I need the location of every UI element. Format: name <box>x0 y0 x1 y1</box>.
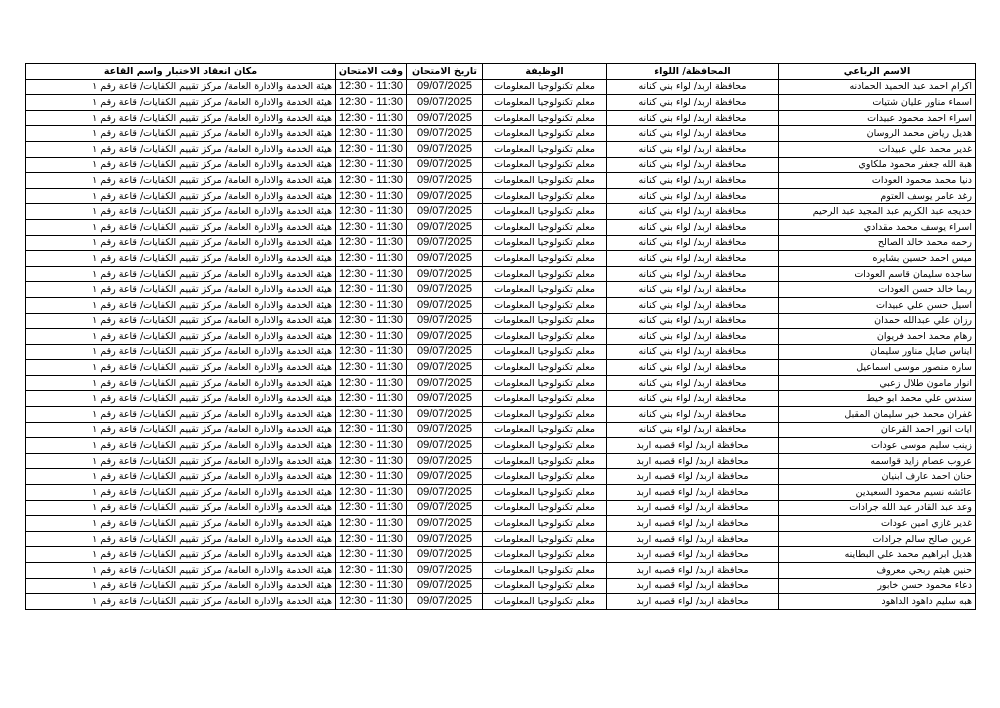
cell-job: معلم تكنولوجيا المعلومات <box>483 235 607 251</box>
cell-date: 09/07/2025 <box>407 360 483 376</box>
cell-governorate: محافظة اربد/ لواء قصبه اربد <box>607 500 779 516</box>
cell-date: 09/07/2025 <box>407 79 483 95</box>
table-row <box>26 219 976 235</box>
cell-governorate: محافظة اربد/ لواء بني كنانه <box>607 297 779 313</box>
cell-place: هيئة الخدمة والادارة العامة/ مركز تقييم الكفايات/ قاعة رقم ١ <box>26 141 336 157</box>
cell-governorate: محافظة اربد/ لواء بني كنانه <box>607 375 779 391</box>
cell-governorate: محافظة اربد/ لواء قصبه اربد <box>607 563 779 579</box>
cell-name: رهام محمد احمد فريوان <box>779 329 976 345</box>
cell-time: 11:30 - 12:30 <box>336 266 407 282</box>
cell-place: هيئة الخدمة والادارة العامة/ مركز تقييم الكفايات/ قاعة رقم ١ <box>26 516 336 532</box>
cell-date: 09/07/2025 <box>407 563 483 579</box>
cell-date: 09/07/2025 <box>407 594 483 610</box>
cell-governorate: محافظة اربد/ لواء بني كنانه <box>607 188 779 204</box>
cell-governorate: محافظة اربد/ لواء بني كنانه <box>607 126 779 142</box>
cell-time: 11:30 - 12:30 <box>336 329 407 345</box>
table-row <box>26 360 976 376</box>
table-row <box>26 110 976 126</box>
cell-place: هيئة الخدمة والادارة العامة/ مركز تقييم الكفايات/ قاعة رقم ١ <box>26 297 336 313</box>
cell-governorate: محافظة اربد/ لواء بني كنانه <box>607 110 779 126</box>
cell-date: 09/07/2025 <box>407 110 483 126</box>
table-row <box>26 204 976 220</box>
cell-governorate: محافظة اربد/ لواء بني كنانه <box>607 266 779 282</box>
cell-place: هيئة الخدمة والادارة العامة/ مركز تقييم الكفايات/ قاعة رقم ١ <box>26 547 336 563</box>
cell-governorate: محافظة اربد/ لواء قصبه اربد <box>607 485 779 501</box>
cell-name: اسيل حسن علي عبيدات <box>779 297 976 313</box>
cell-governorate: محافظة اربد/ لواء بني كنانه <box>607 204 779 220</box>
cell-name: هديل ابراهيم محمد علي البطاينه <box>779 547 976 563</box>
cell-governorate: محافظة اربد/ لواء قصبه اربد <box>607 438 779 454</box>
header-row <box>26 64 976 80</box>
cell-time: 11:30 - 12:30 <box>336 422 407 438</box>
cell-governorate: محافظة اربد/ لواء بني كنانه <box>607 407 779 423</box>
table-row <box>26 251 976 267</box>
cell-job: معلم تكنولوجيا المعلومات <box>483 422 607 438</box>
cell-name: زينب سليم موسى عودات <box>779 438 976 454</box>
cell-governorate: محافظة اربد/ لواء بني كنانه <box>607 141 779 157</box>
cell-place: هيئة الخدمة والادارة العامة/ مركز تقييم الكفايات/ قاعة رقم ١ <box>26 453 336 469</box>
table-row <box>26 375 976 391</box>
cell-job: معلم تكنولوجيا المعلومات <box>483 141 607 157</box>
cell-governorate: محافظة اربد/ لواء بني كنانه <box>607 422 779 438</box>
cell-date: 09/07/2025 <box>407 188 483 204</box>
cell-time: 11:30 - 12:30 <box>336 407 407 423</box>
cell-time: 11:30 - 12:30 <box>336 95 407 111</box>
cell-time: 11:30 - 12:30 <box>336 578 407 594</box>
table-row <box>26 282 976 298</box>
cell-date: 09/07/2025 <box>407 173 483 189</box>
cell-job: معلم تكنولوجيا المعلومات <box>483 95 607 111</box>
cell-job: معلم تكنولوجيا المعلومات <box>483 282 607 298</box>
table-row <box>26 594 976 610</box>
table-row <box>26 297 976 313</box>
cell-date: 09/07/2025 <box>407 219 483 235</box>
cell-name: اسراء احمد محمود عبيدات <box>779 110 976 126</box>
cell-governorate: محافظة اربد/ لواء قصبه اربد <box>607 453 779 469</box>
cell-job: معلم تكنولوجيا المعلومات <box>483 251 607 267</box>
cell-time: 11:30 - 12:30 <box>336 547 407 563</box>
cell-time: 11:30 - 12:30 <box>336 235 407 251</box>
cell-place: هيئة الخدمة والادارة العامة/ مركز تقييم الكفايات/ قاعة رقم ١ <box>26 282 336 298</box>
table-row <box>26 438 976 454</box>
cell-job: معلم تكنولوجيا المعلومات <box>483 204 607 220</box>
cell-name: دعاء محمود حسن خابور <box>779 578 976 594</box>
cell-name: حنين هيثم ربحي معروف <box>779 563 976 579</box>
cell-place: هيئة الخدمة والادارة العامة/ مركز تقييم الكفايات/ قاعة رقم ١ <box>26 438 336 454</box>
header-time: وقت الامتحان <box>336 64 407 80</box>
cell-place: هيئة الخدمة والادارة العامة/ مركز تقييم الكفايات/ قاعة رقم ١ <box>26 500 336 516</box>
cell-date: 09/07/2025 <box>407 547 483 563</box>
cell-time: 11:30 - 12:30 <box>336 500 407 516</box>
cell-date: 09/07/2025 <box>407 126 483 142</box>
cell-time: 11:30 - 12:30 <box>336 391 407 407</box>
cell-governorate: محافظة اربد/ لواء بني كنانه <box>607 360 779 376</box>
cell-name: خديجه عبد الكريم عبد المجيد عبد الرحيم <box>779 204 976 220</box>
cell-date: 09/07/2025 <box>407 578 483 594</box>
cell-date: 09/07/2025 <box>407 157 483 173</box>
table-row <box>26 500 976 516</box>
cell-date: 09/07/2025 <box>407 391 483 407</box>
cell-name: رزان علي عبدالله حمدان <box>779 313 976 329</box>
table-row <box>26 173 976 189</box>
cell-place: هيئة الخدمة والادارة العامة/ مركز تقييم الكفايات/ قاعة رقم ١ <box>26 110 336 126</box>
cell-job: معلم تكنولوجيا المعلومات <box>483 531 607 547</box>
cell-place: هيئة الخدمة والادارة العامة/ مركز تقييم الكفايات/ قاعة رقم ١ <box>26 173 336 189</box>
table-row <box>26 469 976 485</box>
candidates-table <box>25 63 976 610</box>
cell-governorate: محافظة اربد/ لواء قصبه اربد <box>607 469 779 485</box>
cell-job: معلم تكنولوجيا المعلومات <box>483 594 607 610</box>
cell-job: معلم تكنولوجيا المعلومات <box>483 578 607 594</box>
cell-job: معلم تكنولوجيا المعلومات <box>483 500 607 516</box>
cell-name: دنيا محمد محمود العودات <box>779 173 976 189</box>
cell-time: 11:30 - 12:30 <box>336 141 407 157</box>
cell-time: 11:30 - 12:30 <box>336 79 407 95</box>
table-row <box>26 407 976 423</box>
table-row <box>26 157 976 173</box>
cell-name: ريما خالد حسن العودات <box>779 282 976 298</box>
cell-governorate: محافظة اربد/ لواء بني كنانه <box>607 282 779 298</box>
cell-date: 09/07/2025 <box>407 251 483 267</box>
cell-job: معلم تكنولوجيا المعلومات <box>483 563 607 579</box>
cell-date: 09/07/2025 <box>407 313 483 329</box>
cell-time: 11:30 - 12:30 <box>336 126 407 142</box>
cell-name: ايات انور احمد القرعان <box>779 422 976 438</box>
cell-time: 11:30 - 12:30 <box>336 360 407 376</box>
table-row <box>26 266 976 282</box>
cell-time: 11:30 - 12:30 <box>336 204 407 220</box>
cell-date: 09/07/2025 <box>407 282 483 298</box>
cell-place: هيئة الخدمة والادارة العامة/ مركز تقييم الكفايات/ قاعة رقم ١ <box>26 594 336 610</box>
cell-name: عروب عصام زايد قواسمه <box>779 453 976 469</box>
cell-job: معلم تكنولوجيا المعلومات <box>483 391 607 407</box>
cell-job: معلم تكنولوجيا المعلومات <box>483 219 607 235</box>
cell-place: هيئة الخدمة والادارة العامة/ مركز تقييم الكفايات/ قاعة رقم ١ <box>26 235 336 251</box>
table-row <box>26 79 976 95</box>
cell-date: 09/07/2025 <box>407 407 483 423</box>
cell-date: 09/07/2025 <box>407 422 483 438</box>
cell-place: هيئة الخدمة والادارة العامة/ مركز تقييم الكفايات/ قاعة رقم ١ <box>26 126 336 142</box>
cell-date: 09/07/2025 <box>407 344 483 360</box>
cell-date: 09/07/2025 <box>407 297 483 313</box>
cell-time: 11:30 - 12:30 <box>336 375 407 391</box>
table-row <box>26 531 976 547</box>
cell-place: هيئة الخدمة والادارة العامة/ مركز تقييم الكفايات/ قاعة رقم ١ <box>26 329 336 345</box>
cell-governorate: محافظة اربد/ لواء بني كنانه <box>607 95 779 111</box>
cell-governorate: محافظة اربد/ لواء بني كنانه <box>607 79 779 95</box>
cell-name: هبه سليم داهود الداهود <box>779 594 976 610</box>
cell-governorate: محافظة اربد/ لواء بني كنانه <box>607 173 779 189</box>
cell-job: معلم تكنولوجيا المعلومات <box>483 157 607 173</box>
cell-governorate: محافظة اربد/ لواء بني كنانه <box>607 251 779 267</box>
header-governorate: المحافظة/ اللواء <box>607 64 779 80</box>
cell-name: وعد عبد القادر عبد الله جرادات <box>779 500 976 516</box>
cell-name: عائشه نسيم محمود السعيدين <box>779 485 976 501</box>
cell-name: رحمه محمد خالد الصالح <box>779 235 976 251</box>
cell-place: هيئة الخدمة والادارة العامة/ مركز تقييم الكفايات/ قاعة رقم ١ <box>26 219 336 235</box>
table-row <box>26 485 976 501</box>
cell-place: هيئة الخدمة والادارة العامة/ مركز تقييم الكفايات/ قاعة رقم ١ <box>26 188 336 204</box>
cell-governorate: محافظة اربد/ لواء قصبه اربد <box>607 578 779 594</box>
cell-name: اسراء يوسف محمد مقدادي <box>779 219 976 235</box>
table-row <box>26 453 976 469</box>
cell-place: هيئة الخدمة والادارة العامة/ مركز تقييم الكفايات/ قاعة رقم ١ <box>26 79 336 95</box>
table-row <box>26 391 976 407</box>
cell-time: 11:30 - 12:30 <box>336 282 407 298</box>
cell-name: حنان احمد عارف ابنيان <box>779 469 976 485</box>
cell-governorate: محافظة اربد/ لواء بني كنانه <box>607 157 779 173</box>
cell-date: 09/07/2025 <box>407 235 483 251</box>
cell-time: 11:30 - 12:30 <box>336 531 407 547</box>
cell-name: هبة الله جعفر محمود ملكاوي <box>779 157 976 173</box>
table-row <box>26 126 976 142</box>
cell-job: معلم تكنولوجيا المعلومات <box>483 344 607 360</box>
cell-time: 11:30 - 12:30 <box>336 438 407 454</box>
cell-time: 11:30 - 12:30 <box>336 219 407 235</box>
cell-time: 11:30 - 12:30 <box>336 594 407 610</box>
cell-job: معلم تكنولوجيا المعلومات <box>483 173 607 189</box>
cell-time: 11:30 - 12:30 <box>336 157 407 173</box>
cell-job: معلم تكنولوجيا المعلومات <box>483 438 607 454</box>
cell-name: اسماء مناور عليان شتيات <box>779 95 976 111</box>
table-row <box>26 516 976 532</box>
cell-governorate: محافظة اربد/ لواء قصبه اربد <box>607 547 779 563</box>
cell-governorate: محافظة اربد/ لواء قصبه اربد <box>607 516 779 532</box>
cell-place: هيئة الخدمة والادارة العامة/ مركز تقييم الكفايات/ قاعة رقم ١ <box>26 407 336 423</box>
cell-time: 11:30 - 12:30 <box>336 469 407 485</box>
cell-name: غفران محمد خير سليمان المقبل <box>779 407 976 423</box>
cell-place: هيئة الخدمة والادارة العامة/ مركز تقييم الكفايات/ قاعة رقم ١ <box>26 360 336 376</box>
spreadsheet <box>25 63 975 610</box>
cell-governorate: محافظة اربد/ لواء بني كنانه <box>607 391 779 407</box>
cell-job: معلم تكنولوجيا المعلومات <box>483 469 607 485</box>
cell-date: 09/07/2025 <box>407 329 483 345</box>
cell-place: هيئة الخدمة والادارة العامة/ مركز تقييم الكفايات/ قاعة رقم ١ <box>26 469 336 485</box>
cell-job: معلم تكنولوجيا المعلومات <box>483 297 607 313</box>
cell-date: 09/07/2025 <box>407 469 483 485</box>
cell-time: 11:30 - 12:30 <box>336 453 407 469</box>
cell-job: معلم تكنولوجيا المعلومات <box>483 313 607 329</box>
cell-time: 11:30 - 12:30 <box>336 563 407 579</box>
cell-governorate: محافظة اربد/ لواء بني كنانه <box>607 219 779 235</box>
cell-job: معلم تكنولوجيا المعلومات <box>483 547 607 563</box>
cell-time: 11:30 - 12:30 <box>336 313 407 329</box>
cell-name: غدير غازي امين عودات <box>779 516 976 532</box>
cell-name: هديل رياض محمد الروسان <box>779 126 976 142</box>
cell-job: معلم تكنولوجيا المعلومات <box>483 79 607 95</box>
cell-job: معلم تكنولوجيا المعلومات <box>483 375 607 391</box>
header-job: الوظيفة <box>483 64 607 80</box>
table-row <box>26 95 976 111</box>
cell-place: هيئة الخدمة والادارة العامة/ مركز تقييم الكفايات/ قاعة رقم ١ <box>26 266 336 282</box>
cell-place: هيئة الخدمة والادارة العامة/ مركز تقييم الكفايات/ قاعة رقم ١ <box>26 251 336 267</box>
cell-place: هيئة الخدمة والادارة العامة/ مركز تقييم الكفايات/ قاعة رقم ١ <box>26 157 336 173</box>
cell-place: هيئة الخدمة والادارة العامة/ مركز تقييم الكفايات/ قاعة رقم ١ <box>26 95 336 111</box>
cell-time: 11:30 - 12:30 <box>336 251 407 267</box>
header-date: تاريخ الامتحان <box>407 64 483 80</box>
cell-time: 11:30 - 12:30 <box>336 516 407 532</box>
cell-time: 11:30 - 12:30 <box>336 173 407 189</box>
cell-place: هيئة الخدمة والادارة العامة/ مركز تقييم الكفايات/ قاعة رقم ١ <box>26 531 336 547</box>
cell-date: 09/07/2025 <box>407 204 483 220</box>
cell-date: 09/07/2025 <box>407 500 483 516</box>
cell-name: اكرام احمد عبد الحميد الحمادنه <box>779 79 976 95</box>
cell-place: هيئة الخدمة والادارة العامة/ مركز تقييم الكفايات/ قاعة رقم ١ <box>26 344 336 360</box>
cell-governorate: محافظة اربد/ لواء بني كنانه <box>607 313 779 329</box>
cell-job: معلم تكنولوجيا المعلومات <box>483 188 607 204</box>
cell-place: هيئة الخدمة والادارة العامة/ مركز تقييم الكفايات/ قاعة رقم ١ <box>26 485 336 501</box>
cell-governorate: محافظة اربد/ لواء بني كنانه <box>607 344 779 360</box>
cell-name: سندس علي محمد ابو خيط <box>779 391 976 407</box>
cell-job: معلم تكنولوجيا المعلومات <box>483 110 607 126</box>
cell-place: هيئة الخدمة والادارة العامة/ مركز تقييم الكفايات/ قاعة رقم ١ <box>26 422 336 438</box>
cell-job: معلم تكنولوجيا المعلومات <box>483 266 607 282</box>
cell-job: معلم تكنولوجيا المعلومات <box>483 453 607 469</box>
cell-time: 11:30 - 12:30 <box>336 344 407 360</box>
table-row <box>26 547 976 563</box>
header-place: مكان انعقاد الاختبار واسم القاعة <box>26 64 336 80</box>
table-row <box>26 313 976 329</box>
cell-date: 09/07/2025 <box>407 531 483 547</box>
cell-date: 09/07/2025 <box>407 485 483 501</box>
table-row <box>26 578 976 594</box>
cell-job: معلم تكنولوجيا المعلومات <box>483 329 607 345</box>
cell-governorate: محافظة اربد/ لواء قصبه اربد <box>607 531 779 547</box>
cell-job: معلم تكنولوجيا المعلومات <box>483 516 607 532</box>
cell-job: معلم تكنولوجيا المعلومات <box>483 126 607 142</box>
cell-name: انوار مامون طلال زعبي <box>779 375 976 391</box>
table-row <box>26 329 976 345</box>
cell-date: 09/07/2025 <box>407 516 483 532</box>
cell-name: ساجده سليمان قاسم العودات <box>779 266 976 282</box>
cell-name: عرين صالح سالم جرادات <box>779 531 976 547</box>
table-row <box>26 141 976 157</box>
cell-place: هيئة الخدمة والادارة العامة/ مركز تقييم الكفايات/ قاعة رقم ١ <box>26 563 336 579</box>
cell-time: 11:30 - 12:30 <box>336 188 407 204</box>
cell-name: غدير محمد علي عبيدات <box>779 141 976 157</box>
cell-governorate: محافظة اربد/ لواء بني كنانه <box>607 235 779 251</box>
header-name: الاسم الرباعي <box>779 64 976 80</box>
cell-job: معلم تكنولوجيا المعلومات <box>483 407 607 423</box>
cell-date: 09/07/2025 <box>407 95 483 111</box>
cell-name: ساره منصور موسى اسماعيل <box>779 360 976 376</box>
cell-date: 09/07/2025 <box>407 141 483 157</box>
table-row <box>26 422 976 438</box>
cell-date: 09/07/2025 <box>407 438 483 454</box>
cell-place: هيئة الخدمة والادارة العامة/ مركز تقييم الكفايات/ قاعة رقم ١ <box>26 204 336 220</box>
cell-time: 11:30 - 12:30 <box>336 297 407 313</box>
cell-job: معلم تكنولوجيا المعلومات <box>483 360 607 376</box>
table-row <box>26 188 976 204</box>
cell-job: معلم تكنولوجيا المعلومات <box>483 485 607 501</box>
cell-name: رغد عامر يوسف العتوم <box>779 188 976 204</box>
cell-governorate: محافظة اربد/ لواء قصبه اربد <box>607 594 779 610</box>
cell-place: هيئة الخدمة والادارة العامة/ مركز تقييم الكفايات/ قاعة رقم ١ <box>26 375 336 391</box>
cell-date: 09/07/2025 <box>407 453 483 469</box>
table-row <box>26 563 976 579</box>
cell-date: 09/07/2025 <box>407 375 483 391</box>
table-body <box>26 79 976 609</box>
cell-place: هيئة الخدمة والادارة العامة/ مركز تقييم الكفايات/ قاعة رقم ١ <box>26 391 336 407</box>
cell-date: 09/07/2025 <box>407 266 483 282</box>
cell-governorate: محافظة اربد/ لواء بني كنانه <box>607 329 779 345</box>
cell-name: ميس احمد حسين بشايره <box>779 251 976 267</box>
cell-time: 11:30 - 12:30 <box>336 110 407 126</box>
cell-place: هيئة الخدمة والادارة العامة/ مركز تقييم الكفايات/ قاعة رقم ١ <box>26 578 336 594</box>
cell-place: هيئة الخدمة والادارة العامة/ مركز تقييم الكفايات/ قاعة رقم ١ <box>26 313 336 329</box>
cell-time: 11:30 - 12:30 <box>336 485 407 501</box>
table-row <box>26 235 976 251</box>
table-row <box>26 344 976 360</box>
cell-name: ايناس صايل مناور سليمان <box>779 344 976 360</box>
